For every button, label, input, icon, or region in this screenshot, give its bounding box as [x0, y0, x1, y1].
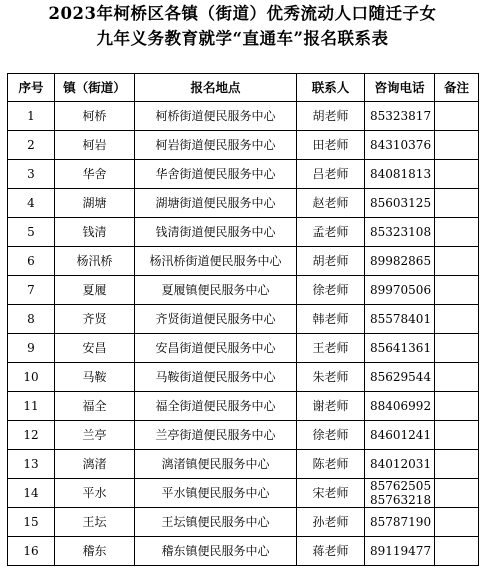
cell-town: 柯岩	[55, 131, 135, 160]
table-row	[8, 421, 479, 450]
cell-contact: 朱老师	[297, 363, 365, 392]
cell-town: 漓渚	[55, 450, 135, 479]
header-note: 备注	[435, 74, 479, 102]
cell-place: 平水镇便民服务中心	[135, 479, 297, 508]
cell-no: 4	[8, 189, 55, 218]
cell-contact: 田老师	[297, 131, 365, 160]
cell-town: 安昌	[55, 334, 135, 363]
table-row	[8, 247, 479, 276]
cell-no: 5	[8, 218, 55, 247]
cell-note	[435, 334, 479, 363]
cell-town: 杨汛桥	[55, 247, 135, 276]
cell-note	[435, 189, 479, 218]
cell-place: 夏履镇便民服务中心	[135, 276, 297, 305]
header-place: 报名地点	[135, 74, 297, 102]
cell-contact: 宋老师	[297, 479, 365, 508]
table-row	[8, 305, 479, 334]
table-row	[8, 537, 479, 566]
cell-note	[435, 276, 479, 305]
cell-phone: 84081813	[365, 160, 435, 189]
header-phone: 咨询电话	[365, 74, 435, 102]
cell-place: 柯岩街道便民服务中心	[135, 131, 297, 160]
table-row	[8, 508, 479, 537]
phone-number: 85762505	[370, 479, 432, 493]
table-row	[8, 160, 479, 189]
cell-town: 柯桥	[55, 102, 135, 131]
cell-contact: 赵老师	[297, 189, 365, 218]
cell-no: 14	[8, 479, 55, 508]
cell-contact: 徐老师	[297, 421, 365, 450]
cell-no: 1	[8, 102, 55, 131]
cell-contact: 胡老师	[297, 247, 365, 276]
cell-town: 马鞍	[55, 363, 135, 392]
table-row	[8, 189, 479, 218]
cell-place: 杨汛桥街道便民服务中心	[135, 247, 297, 276]
cell-no: 7	[8, 276, 55, 305]
cell-town: 王坛	[55, 508, 135, 537]
cell-phone	[365, 479, 435, 508]
cell-no: 2	[8, 131, 55, 160]
cell-note	[435, 450, 479, 479]
cell-town: 齐贤	[55, 305, 135, 334]
cell-no: 3	[8, 160, 55, 189]
cell-place: 漓渚镇便民服务中心	[135, 450, 297, 479]
cell-phone: 84601241	[365, 421, 435, 450]
cell-phone: 85629544	[365, 363, 435, 392]
cell-phone: 84012031	[365, 450, 435, 479]
cell-town: 福全	[55, 392, 135, 421]
cell-town: 稽东	[55, 537, 135, 566]
table-row	[8, 334, 479, 363]
header-contact: 联系人	[297, 74, 365, 102]
cell-phone: 85641361	[365, 334, 435, 363]
cell-place: 湖塘街道便民服务中心	[135, 189, 297, 218]
cell-note	[435, 305, 479, 334]
cell-phone: 85578401	[365, 305, 435, 334]
title-line-1: 2023年柯桥区各镇（街道）优秀流动人口随迁子女	[48, 4, 437, 23]
phone-number-secondary: 85763218	[370, 493, 432, 507]
cell-town: 华舍	[55, 160, 135, 189]
cell-note	[435, 363, 479, 392]
cell-note	[435, 247, 479, 276]
cell-contact: 陈老师	[297, 450, 365, 479]
table-row	[8, 218, 479, 247]
table-row	[8, 131, 479, 160]
cell-note	[435, 102, 479, 131]
cell-no: 8	[8, 305, 55, 334]
cell-phone: 85787190	[365, 508, 435, 537]
cell-note	[435, 479, 479, 508]
cell-no: 15	[8, 508, 55, 537]
cell-place: 华舍街道便民服务中心	[135, 160, 297, 189]
title-line-2: 九年义务教育就学“直通车”报名联系表	[96, 29, 389, 48]
cell-contact: 孙老师	[297, 508, 365, 537]
header-town: 镇（街道）	[55, 74, 135, 102]
cell-note	[435, 508, 479, 537]
cell-town: 湖塘	[55, 189, 135, 218]
table-row	[8, 479, 479, 508]
cell-note	[435, 160, 479, 189]
cell-place: 柯桥街道便民服务中心	[135, 102, 297, 131]
cell-no: 10	[8, 363, 55, 392]
cell-phone: 85323817	[365, 102, 435, 131]
table-row	[8, 276, 479, 305]
table-header-row	[8, 74, 479, 102]
contact-table	[7, 73, 479, 566]
cell-phone: 88406992	[365, 392, 435, 421]
cell-contact: 谢老师	[297, 392, 365, 421]
cell-no: 9	[8, 334, 55, 363]
cell-phone: 89119477	[365, 537, 435, 566]
cell-contact: 孟老师	[297, 218, 365, 247]
cell-contact: 韩老师	[297, 305, 365, 334]
cell-phone: 84310376	[365, 131, 435, 160]
cell-place: 王坛镇便民服务中心	[135, 508, 297, 537]
cell-note	[435, 218, 479, 247]
table-row	[8, 102, 479, 131]
cell-contact: 徐老师	[297, 276, 365, 305]
cell-town: 夏履	[55, 276, 135, 305]
document-title	[0, 0, 485, 51]
cell-no: 12	[8, 421, 55, 450]
cell-place: 安昌街道便民服务中心	[135, 334, 297, 363]
table-row	[8, 363, 479, 392]
cell-town: 钱清	[55, 218, 135, 247]
cell-no: 16	[8, 537, 55, 566]
cell-phone: 89982865	[365, 247, 435, 276]
cell-note	[435, 537, 479, 566]
cell-phone: 85323108	[365, 218, 435, 247]
cell-place: 钱清街道便民服务中心	[135, 218, 297, 247]
header-no: 序号	[8, 74, 55, 102]
cell-note	[435, 421, 479, 450]
cell-contact: 吕老师	[297, 160, 365, 189]
cell-place: 齐贤街道便民服务中心	[135, 305, 297, 334]
cell-place: 马鞍街道便民服务中心	[135, 363, 297, 392]
cell-phone: 89970506	[365, 276, 435, 305]
cell-contact: 胡老师	[297, 102, 365, 131]
cell-contact: 蒋老师	[297, 537, 365, 566]
cell-phone: 85603125	[365, 189, 435, 218]
cell-contact: 王老师	[297, 334, 365, 363]
cell-note	[435, 392, 479, 421]
cell-town: 平水	[55, 479, 135, 508]
table-row	[8, 392, 479, 421]
cell-place: 福全街道便民服务中心	[135, 392, 297, 421]
table-row	[8, 450, 479, 479]
cell-place: 稽东镇便民服务中心	[135, 537, 297, 566]
cell-no: 13	[8, 450, 55, 479]
cell-no: 6	[8, 247, 55, 276]
cell-no: 11	[8, 392, 55, 421]
cell-town: 兰亭	[55, 421, 135, 450]
cell-note	[435, 131, 479, 160]
cell-place: 兰亭街道便民服务中心	[135, 421, 297, 450]
